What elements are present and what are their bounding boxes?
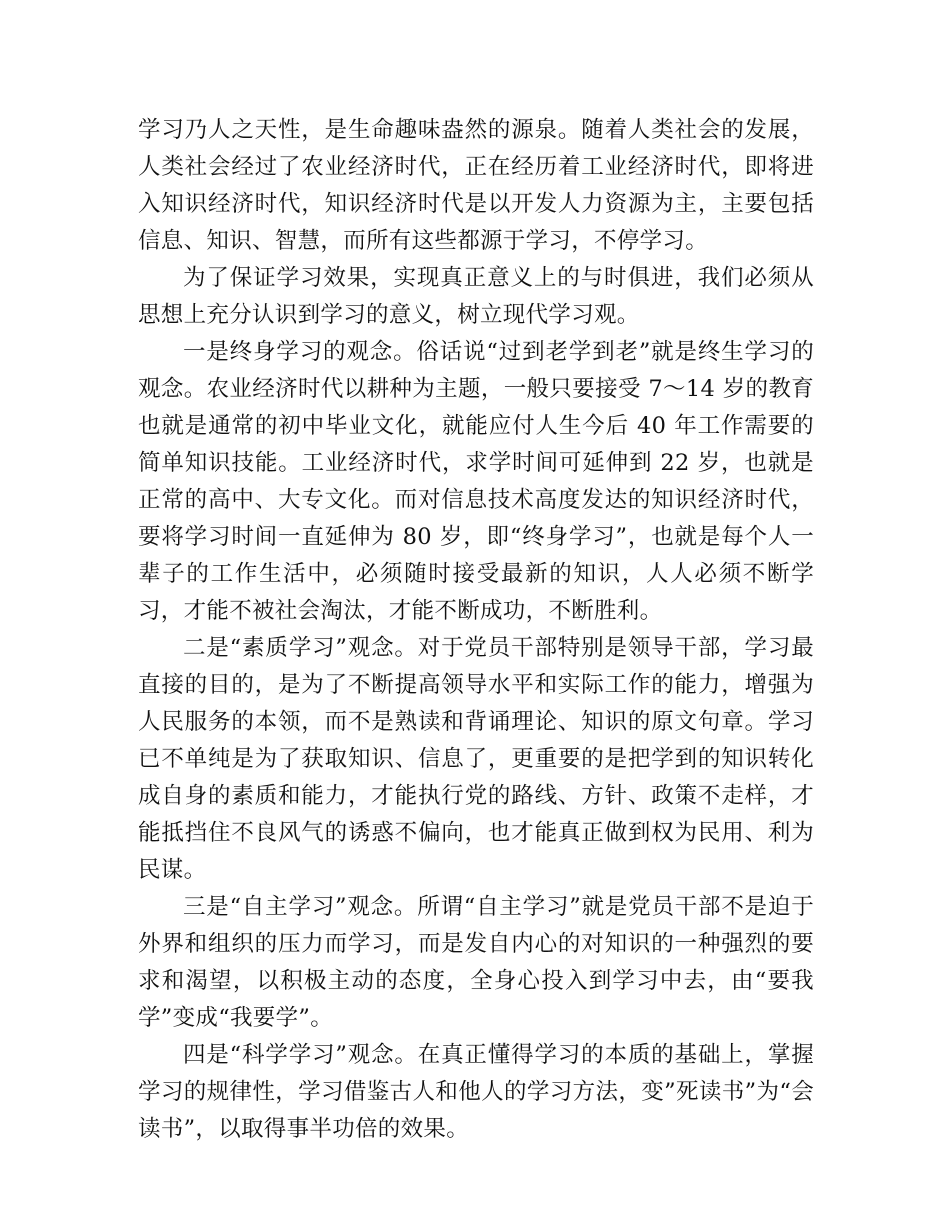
paragraph-autonomous-learning: 三是“自主学习”观念。所谓“自主学习”就是党员干部不是迫于外界和组织的压力而学习，而是发自内心的对知识的一种强烈的要求和渴望，以积极主动的态度，全身心投入到学习中去，由“要我学”变成“我要学”。 — [138, 894, 814, 1031]
document-page — [138, 112, 814, 1148]
paragraph-lifelong-learning: 一是终身学习的观念。俗话说“过到老学到老”就是终生学习的观念。农业经济时代以耕种为主题，一般只要接受 7～14 岁的教育也就是通常的初中毕业文化，就能应付人生今后 40 年工作需要的简单知识技能。工业经济时代，求学时间可延伸到 22 岁，也就是正常的高中、大专文化。而对信息技术高度发达的知识经济时代，要将学习时间一直延伸为 80 岁，即“终身学习”，也就是每个人一辈子的工作生活中，必须随时接受最新的知识，人人必须不断学习，才能不被社会淘汰，才能不断成功，不断胜利。 — [138, 339, 814, 624]
paragraph-learning-outlook: 为了保证学习效果，实现真正意义上的与时俱进，我们必须从思想上充分认识到学习的意义，树立现代学习观。 — [138, 265, 814, 328]
paragraph-intro: 学习乃人之天性，是生命趣味盎然的源泉。随着人类社会的发展，人类社会经过了农业经济时代，正在经历着工业经济时代，即将进入知识经济时代，知识经济时代是以开发人力资源为主，主要包括信息、知识、智慧，而所有这些都源于学习，不停学习。 — [138, 117, 814, 254]
paragraph-quality-learning: 二是“素质学习”观念。对于党员干部特别是领导干部，学习最直接的目的，是为了不断提高领导水平和实际工作的能力，增强为人民服务的本领，而不是熟读和背诵理论、知识的原文句章。学习已不单纯是为了获取知识、信息了，更重要的是把学到的知识转化成自身的素质和能力，才能执行党的路线、方针、政策不走样，才能抵挡住不良风气的诱惑不偏向，也才能真正做到权为民用、利为民谋。 — [138, 635, 814, 883]
paragraph-scientific-learning: 四是“科学学习”观念。在真正懂得学习的本质的基础上，掌握学习的规律性，学习借鉴古人和他人的学习方法，变”死读书”为“会读书”，以取得事半功倍的效果。 — [138, 1042, 814, 1142]
